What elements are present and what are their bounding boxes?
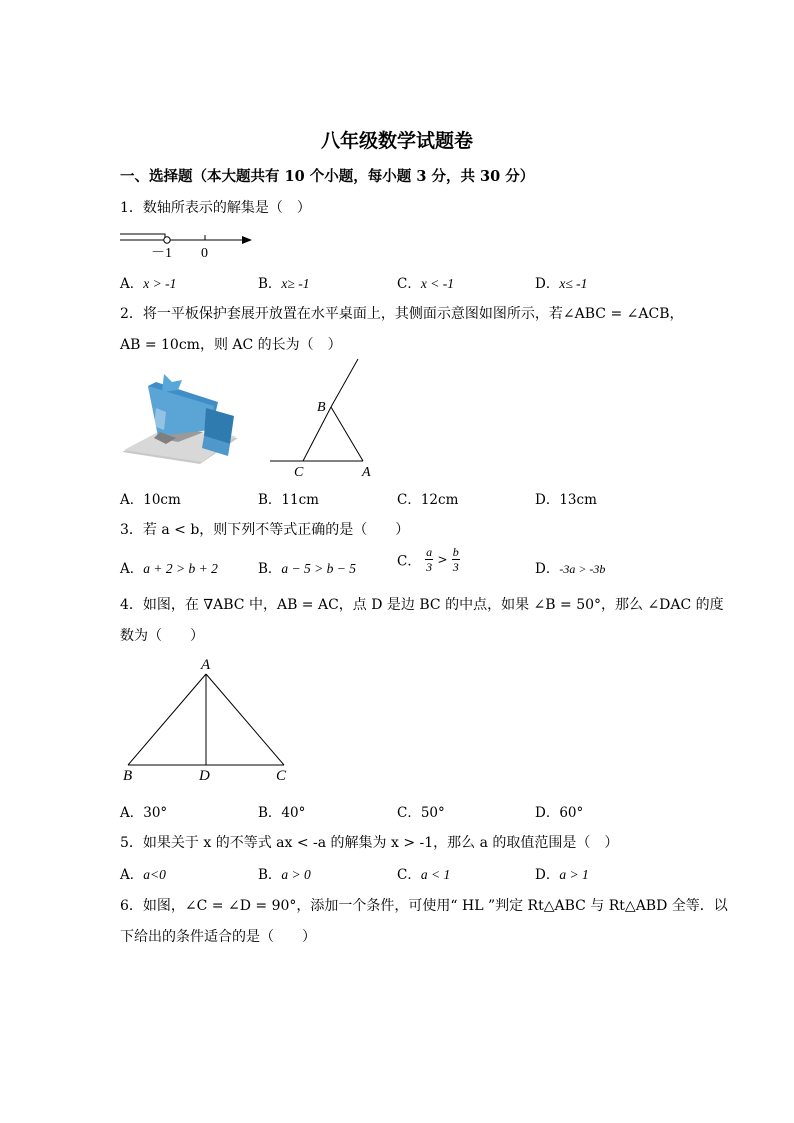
- q5-option-b[interactable]: B．a > 0: [258, 867, 311, 883]
- q2-label-c: C: [294, 465, 304, 480]
- question-6-stem-line1: 6．如图，∠C = ∠D = 90°，添加一个条件，可使用“ HL ”判定 Rt△ABC 与 Rt△ABD 全等．以: [120, 898, 728, 914]
- q2-label-a: A: [362, 465, 371, 480]
- question-4-stem-line2: 数为（ ）: [120, 628, 204, 644]
- q4-label-d: D: [199, 768, 210, 784]
- q2-label-b: B: [317, 400, 326, 415]
- q3-option-a[interactable]: A．a + 2 > b + 2: [120, 561, 218, 577]
- section-heading: 一、选择题（本大题共有 10 个小题，每小题 3 分，共 30 分）: [120, 168, 535, 185]
- q4-option-a[interactable]: A．30°: [120, 805, 168, 821]
- axis-label-zero: 0: [201, 246, 208, 260]
- q5-option-c[interactable]: C．a < 1: [397, 867, 451, 883]
- axis-arrowhead: [242, 236, 252, 244]
- tablet-case-photo: [118, 372, 243, 467]
- q3-option-d[interactable]: D．-3a > -3b: [535, 561, 606, 577]
- q2-triangle-figure: [266, 355, 386, 480]
- axis-label-minus-one: －1: [151, 246, 172, 260]
- q2-option-b[interactable]: B．11cm: [258, 492, 319, 508]
- number-line-figure: [118, 226, 258, 260]
- q2-option-c[interactable]: C．12cm: [397, 492, 459, 508]
- q2-line-ray: [331, 359, 358, 407]
- question-5-stem: 5．如果关于 x 的不等式 ax < -a 的解集为 x > -1，那么 a 的取值范围是（ ）: [120, 835, 619, 851]
- q4-option-b[interactable]: B．40°: [258, 805, 306, 821]
- page-title: 八年级数学试题卷: [320, 130, 473, 152]
- q3-fraction-left: $\frac{a}{3}$: [426, 545, 433, 574]
- q4-option-c[interactable]: C．50°: [397, 805, 445, 821]
- q4-side-ab: [128, 674, 206, 765]
- q4-label-a: A: [201, 657, 211, 673]
- q1-option-a[interactable]: A．x > -1: [120, 276, 177, 292]
- q3-option-c[interactable]: C． $\frac{a}{3}$ > $\frac{b}{3}$: [397, 545, 459, 574]
- q5-option-a[interactable]: A．a<0: [120, 867, 166, 883]
- question-1-stem: 1．数轴所表示的解集是（ ）: [120, 200, 311, 216]
- question-3-stem: 3．若 a < b，则下列不等式正确的是（ ）: [120, 522, 410, 538]
- q5-option-d[interactable]: D．a > 1: [535, 867, 589, 883]
- q4-side-ac: [206, 674, 284, 765]
- q2-line-ba: [331, 407, 363, 461]
- q4-label-c: C: [276, 768, 287, 784]
- q4-option-d[interactable]: D．60°: [535, 805, 584, 821]
- q3-option-b[interactable]: B．a − 5 > b − 5: [258, 561, 357, 577]
- question-2-stem-line1: 2．将一平板保护套展开放置在水平桌面上，其侧面示意图如图所示，若∠ABC = ∠ACB，: [120, 306, 684, 322]
- question-2-stem-line2: AB = 10cm，则 AC 的长为（ ）: [120, 337, 342, 353]
- solution-ray: [120, 234, 165, 240]
- q4-label-b: B: [123, 768, 133, 784]
- q1-option-d[interactable]: D．x≤ -1: [535, 276, 588, 292]
- open-circle: [164, 237, 170, 243]
- question-4-stem-line1: 4．如图，在 ∇ABC 中，AB = AC，点 D 是边 BC 的中点，如果 ∠B = 50°，那么 ∠DAC 的度: [120, 597, 724, 613]
- q3-fraction-right: $\frac{b}{3}$: [452, 545, 459, 574]
- q4-triangle-figure: [118, 654, 298, 786]
- q2-option-d[interactable]: D．13cm: [535, 492, 597, 508]
- q2-line-bc: [303, 407, 331, 461]
- q2-option-a[interactable]: A．10cm: [120, 492, 181, 508]
- question-6-stem-line2: 下给出的条件适合的是（ ）: [120, 929, 316, 945]
- q1-option-b[interactable]: B．x≥ -1: [258, 276, 310, 292]
- q1-option-c[interactable]: C．x < -1: [397, 276, 454, 292]
